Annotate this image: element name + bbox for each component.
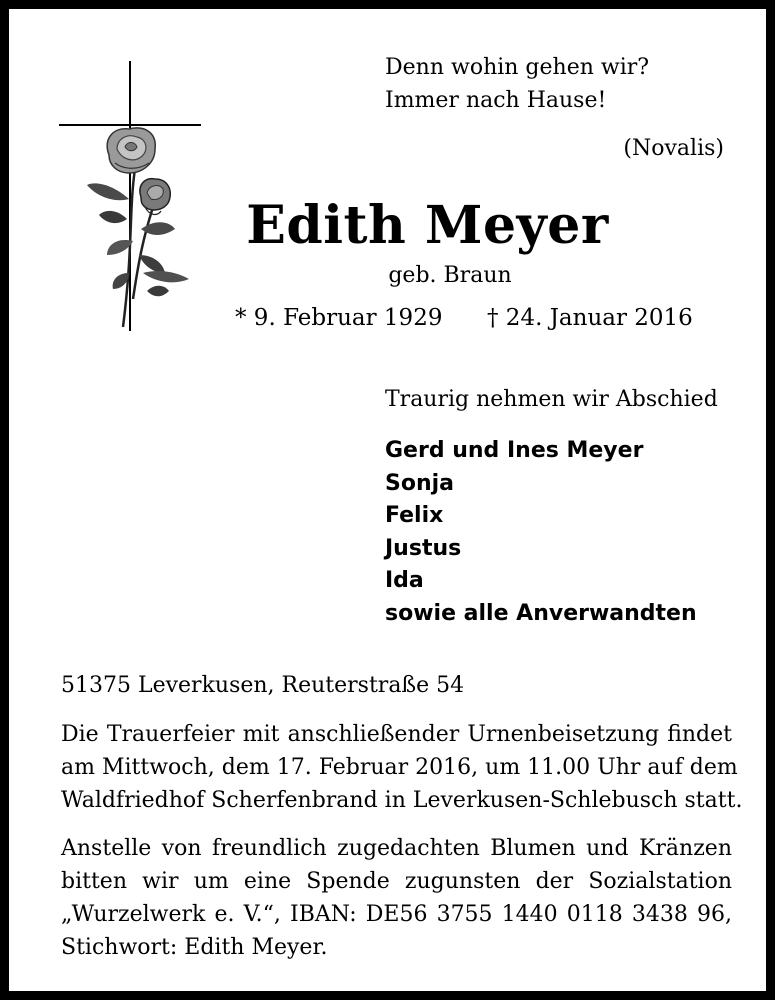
mourner-name: Gerd und Ines Meyer <box>385 438 644 463</box>
donation-line: Anstelle von freundlich zugedachten Blumen und Kränzen <box>61 836 732 861</box>
maiden-name: geb. Braun <box>388 263 512 288</box>
ceremony-line: Waldfriedhof Scherfenbrand in Leverkusen-Schlebusch statt. <box>61 788 743 813</box>
quote-line: Denn wohin gehen wir? <box>385 55 650 80</box>
family-address: 51375 Leverkusen, Reuterstraße 54 <box>61 673 465 698</box>
quote-line: Immer nach Hause! <box>385 88 607 113</box>
donation-line: Stichwort: Edith Meyer. <box>61 935 328 960</box>
mourner-name: Ida <box>385 568 424 593</box>
mourner-name: Sonja <box>385 470 455 496</box>
birth-date: * 9. Februar 1929 <box>235 305 443 331</box>
ceremony-paragraph <box>61 718 743 817</box>
donation-paragraph <box>61 832 732 964</box>
donation-line: „Wurzelwerk e. V.“, IBAN: DE56 3755 1440 0118 3438 96, <box>61 902 732 927</box>
mourning-intro: Traurig nehmen wir Abschied <box>385 387 718 412</box>
ceremony-line: Die Trauerfeier mit anschließender Urnenbeisetzung findet <box>61 722 732 747</box>
quote-author: (Novalis) <box>623 136 724 161</box>
ceremony-line: am Mittwoch, dem 17. Februar 2016, um 11.00 Uhr auf dem <box>61 755 738 780</box>
mourner-name: sowie alle Anverwandten <box>385 600 697 626</box>
mourner-name: Justus <box>385 535 462 561</box>
donation-line: bitten wir um eine Spende zugunsten der Sozialstation <box>61 869 732 894</box>
mourner-name: Felix <box>385 503 444 528</box>
deceased-name: Edith Meyer <box>246 195 609 256</box>
death-date: † 24. Januar 2016 <box>487 305 693 331</box>
mourners-list <box>385 435 697 630</box>
